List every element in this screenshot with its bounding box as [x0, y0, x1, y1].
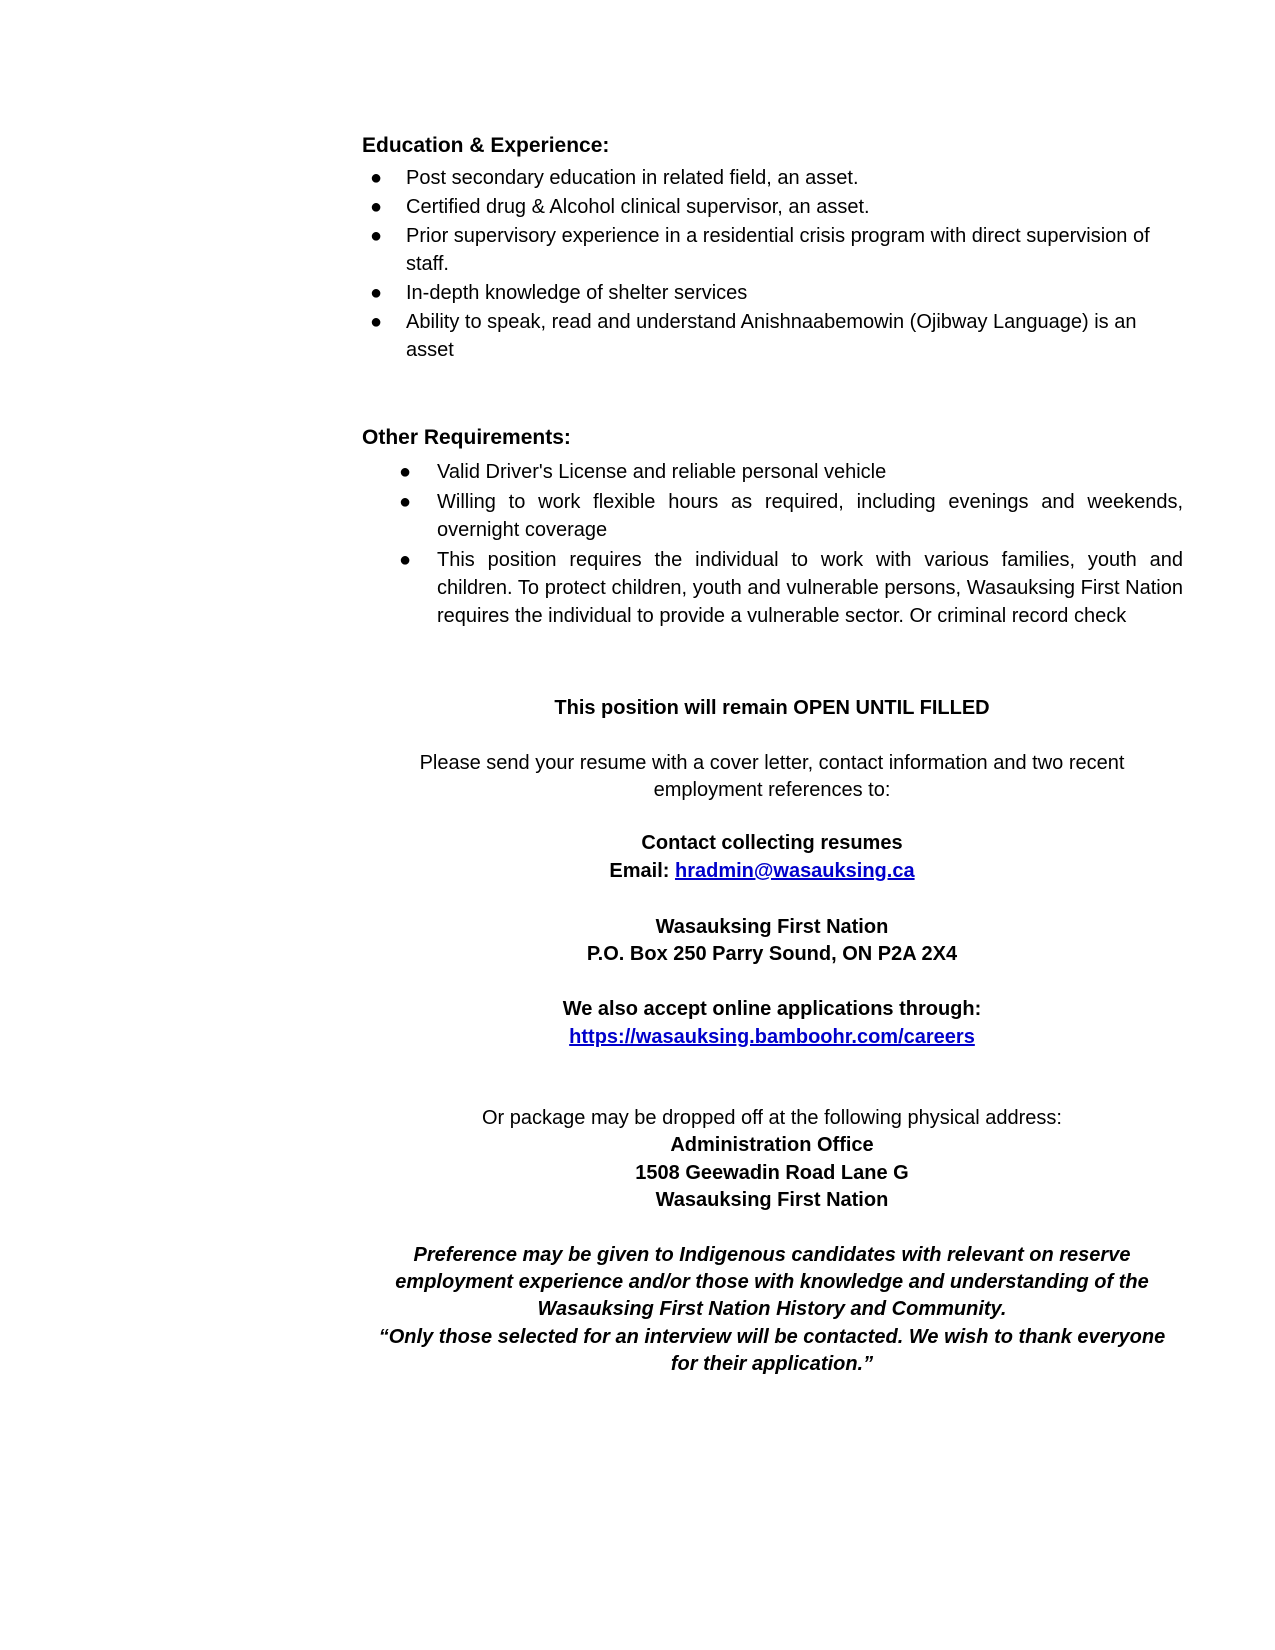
send-instructions-line-2: employment references to:	[653, 779, 891, 801]
bullet-icon: ●	[399, 491, 412, 513]
dropoff-office: Administration Office	[670, 1134, 874, 1156]
dropoff-intro: Or package may be dropped off at the following physical address:	[482, 1107, 1062, 1129]
preference-line-4: “Only those selected for an interview will be contacted. We wish to thank everyone	[378, 1326, 1166, 1348]
bullet-icon: ●	[370, 196, 383, 218]
dropoff-org: Wasauksing First Nation	[655, 1189, 889, 1211]
email-link[interactable]: hradmin@wasauksing.ca	[674, 860, 915, 882]
careers-link[interactable]: https://wasauksing.bamboohr.com/careers	[569, 1026, 975, 1048]
online-applications-label: We also accept online applications through:	[562, 998, 982, 1020]
send-instructions-line-1: Please send your resume with a cover letter, contact information and two recent	[419, 752, 1125, 774]
list-item: ● Certified drug & Alcohol clinical supervisor, an asset.	[406, 193, 1186, 221]
other-requirements-list	[399, 458, 1183, 632]
contact-email-line	[362, 857, 1162, 885]
list-item: ● Ability to speak, read and understand Anishnaabemowin (Ojibway Language) is an asset	[406, 308, 1186, 364]
list-item: ● Valid Driver's License and reliable personal vehicle	[437, 458, 1183, 486]
list-item: ● This position requires the individual to work with various families, youth and children. To protect children, youth and vulnerable persons, Wasauksing First Nation requires the individual to provide a vulnerable sector. Or criminal record check	[437, 546, 1183, 630]
preference-line-1: Preference may be given to Indigenous candidates with relevant on reserve	[413, 1244, 1131, 1266]
preference-line-3: Wasauksing First Nation History and Community.	[537, 1298, 1007, 1320]
bullet-icon: ●	[370, 282, 383, 304]
bullet-icon: ●	[399, 461, 412, 483]
list-item: ● Willing to work flexible hours as required, including evenings and weekends, overnight coverage	[437, 488, 1183, 544]
mailing-address: P.O. Box 250 Parry Sound, ON P2A 2X4	[586, 943, 958, 965]
list-item: ● Prior supervisory experience in a residential crisis program with direct supervision of staff.	[406, 222, 1186, 278]
bullet-icon: ●	[370, 225, 383, 247]
list-item: ● Post secondary education in related field, an asset.	[406, 164, 1186, 192]
open-until-filled-notice: This position will remain OPEN UNTIL FILLED	[554, 697, 990, 719]
preference-line-2: employment experience and/or those with knowledge and understanding of the	[395, 1271, 1149, 1293]
preference-line-5: for their application.”	[670, 1353, 874, 1375]
email-label: Email:	[609, 860, 675, 882]
list-item: ● In-depth knowledge of shelter services	[406, 279, 1186, 307]
bullet-icon: ●	[370, 167, 383, 189]
other-requirements-heading: Other Requirements:	[362, 426, 571, 449]
online-applications-line	[372, 1023, 1172, 1051]
education-list	[370, 164, 1186, 365]
contact-title: Contact collecting resumes	[641, 832, 903, 854]
mailing-org: Wasauksing First Nation	[655, 916, 889, 938]
education-heading: Education & Experience:	[362, 134, 610, 157]
bullet-icon: ●	[399, 549, 412, 571]
bullet-icon: ●	[370, 311, 383, 333]
dropoff-street: 1508 Geewadin Road Lane G	[635, 1162, 909, 1184]
